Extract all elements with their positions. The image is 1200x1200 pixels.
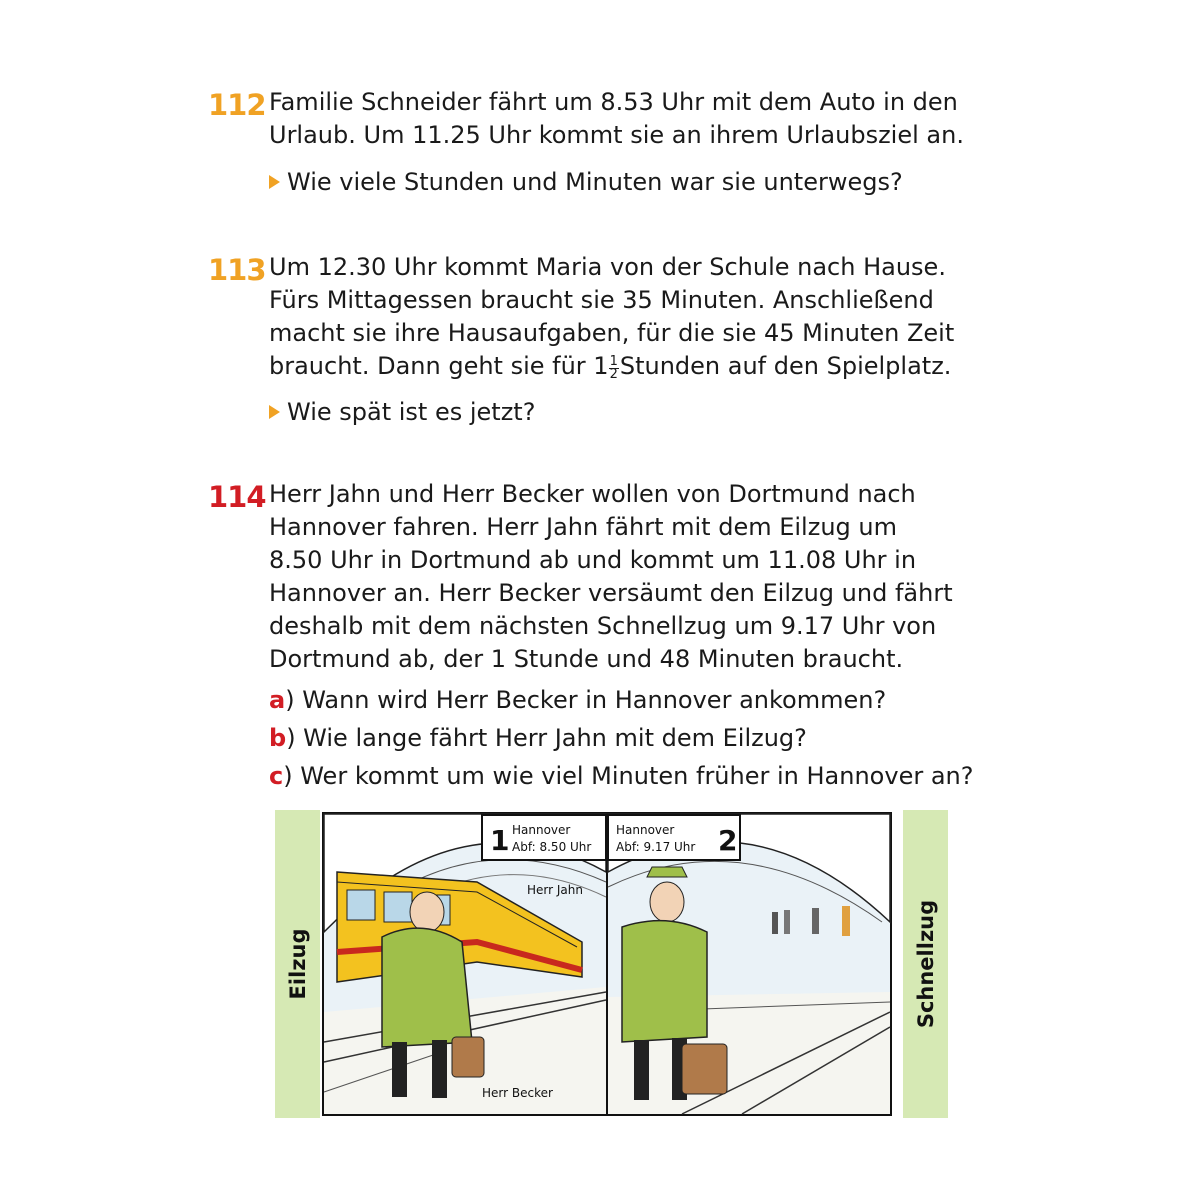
- task-number: 113: [208, 253, 266, 287]
- task-line: deshalb mit dem nächsten Schnellzug um 9.17 Uhr von: [269, 612, 937, 640]
- right-panel: [608, 814, 890, 1114]
- line-text: braucht. Dann geht sie für 1: [269, 352, 609, 380]
- subquestion-text: ) Wann wird Herr Becker in Hannover ankommen?: [285, 686, 887, 714]
- fraction: [609, 356, 619, 381]
- sign-track-2: [608, 815, 740, 860]
- task-line: Herr Jahn und Herr Becker wollen von Dortmund nach: [269, 480, 916, 508]
- line-text: Stunden auf den Spielplatz.: [619, 352, 952, 380]
- fraction-numerator: 1: [609, 354, 618, 369]
- sign2-destination: Hannover: [616, 823, 675, 837]
- task-question: [269, 397, 969, 427]
- sign1-departure: Abf: 8.50 Uhr: [512, 840, 592, 854]
- task-line: macht sie ihre Hausaufgaben, für die sie 45 Minuten Zeit: [269, 319, 955, 347]
- schnellzug-panel: [903, 810, 948, 1118]
- subquestion-letter: c: [269, 762, 284, 790]
- task-line: Um 12.30 Uhr kommt Maria von der Schule nach Hause.: [269, 253, 946, 281]
- task-line: 8.50 Uhr in Dortmund ab und kommt um 11.08 Uhr in: [269, 546, 917, 574]
- question-text: Wie spät ist es jetzt?: [287, 398, 536, 426]
- question-text: Wie viele Stunden und Minuten war sie unterwegs?: [287, 168, 903, 196]
- schnellzug-label: Schnellzug: [913, 899, 938, 1029]
- sign2-departure: Abf: 9.17 Uhr: [616, 840, 696, 854]
- fraction-denominator: 2: [609, 367, 618, 382]
- task-line: [269, 350, 969, 383]
- caption-herr-becker: Herr Becker: [482, 1086, 553, 1100]
- subquestion-a: [269, 685, 969, 715]
- subquestion-text: ) Wer kommt um wie viel Minuten früher in Hannover an?: [283, 762, 974, 790]
- eilzug-label: Eilzug: [285, 928, 310, 1000]
- subquestion-letter: b: [269, 724, 287, 752]
- task-number: 114: [208, 480, 266, 514]
- subquestion-b: [269, 723, 969, 753]
- sign2-track: 2: [718, 824, 738, 857]
- task-text: [269, 251, 969, 427]
- caption-herr-jahn: Herr Jahn: [527, 883, 583, 897]
- task-line: Hannover fahren. Herr Jahn fährt mit dem Eilzug um: [269, 513, 897, 541]
- train-station-cartoon: [322, 812, 892, 1116]
- task-number: 112: [208, 88, 266, 122]
- task-line: Hannover an. Herr Becker versäumt den Eilzug und fährt: [269, 579, 953, 607]
- task-line: Urlaub. Um 11.25 Uhr kommt sie an ihrem Urlaubsziel an.: [269, 121, 964, 149]
- task-line: Fürs Mittagessen braucht sie 35 Minuten. Anschließend: [269, 286, 934, 314]
- sign1-destination: Hannover: [512, 823, 571, 837]
- sign-track-1: [482, 815, 606, 860]
- task-text: [269, 478, 974, 791]
- subquestion-c: [269, 761, 974, 791]
- triangle-bullet-icon: [269, 175, 280, 189]
- left-panel: [324, 814, 606, 1114]
- task-question: [269, 167, 969, 197]
- task-text: [269, 86, 969, 197]
- subquestion-text: ) Wie lange fährt Herr Jahn mit dem Eilzug?: [286, 724, 807, 752]
- triangle-bullet-icon: [269, 405, 280, 419]
- subquestion-letter: a: [269, 686, 286, 714]
- eilzug-panel: [275, 810, 320, 1118]
- task-line: Dortmund ab, der 1 Stunde und 48 Minuten braucht.: [269, 645, 904, 673]
- sign1-track: 1: [490, 824, 510, 857]
- task-line: Familie Schneider fährt um 8.53 Uhr mit dem Auto in den: [269, 88, 958, 116]
